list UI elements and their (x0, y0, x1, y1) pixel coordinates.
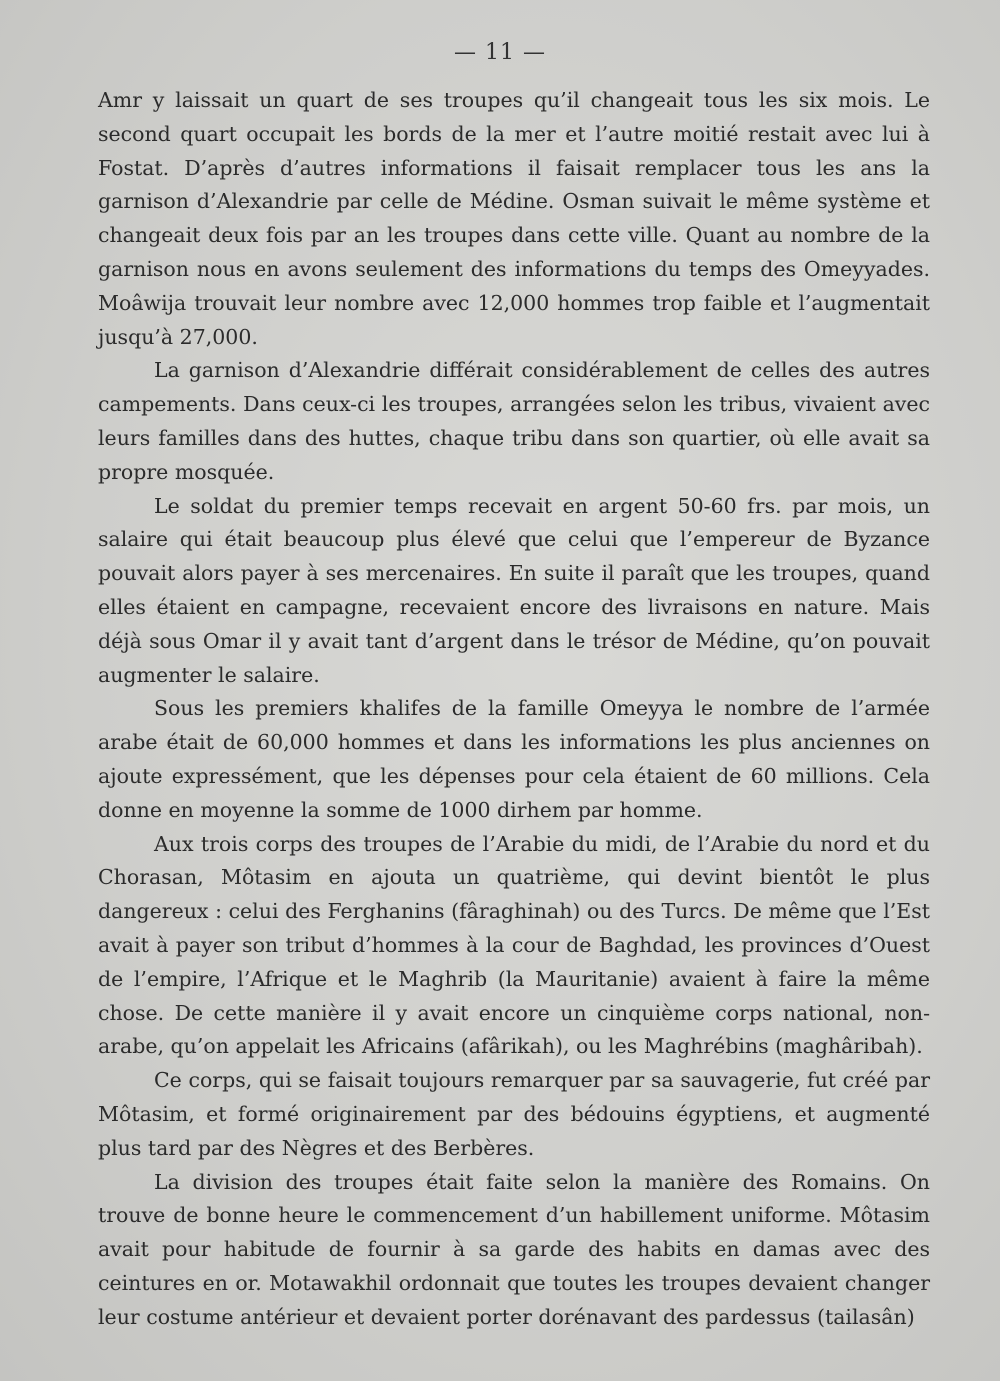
paragraph-1: Amr y laissait un quart de ses troupes qu’il changeait tous les six mois. Le second quart occupait les bords de la mer et l’autre moitié restait avec lui à Fostat. D’après d’autres informations il faisait remplacer tous les ans la garnison d’Alexandrie par celle de Médine. Osman suivait le même système et changeait deux fois par an les troupes dans cette ville. Quant au nombre de la garnison nous en avons seulement des informations du temps des Omeyyades. Moâwija trouvait leur nombre avec 12,000 hommes trop faible et l’augmentait jusqu’à 27,000. (98, 88, 930, 349)
paragraph-2: La garnison d’Alexandrie différait considérablement de celles des autres campements. Dans ceux-ci les troupes, arrangées selon les tribus, vivaient avec leurs familles dans des huttes, chaque tribu dans son quartier, où elle avait sa propre mosquée. (98, 358, 930, 484)
page-number: — 11 — (454, 40, 546, 65)
paragraph-7: La division des troupes était faite selon la manière des Romains. On trouve de bonne heure le commencement d’un habillement uniforme. Môtasim avait pour habitude de fournir à sa garde des habits en damas avec des ceintures en or. Motawakhil ordonnait que toutes les troupes devaient changer leur costume antérieur et devaient porter dorénavant des pardessus (tailasân) (98, 1169, 930, 1329)
paragraph-3: Le soldat du premier temps recevait en argent 50-60 frs. par mois, un salaire qui était beaucoup plus élevé que celui que l’empereur de Byzance pouvait alors payer à ses mercenaires. En suite il paraît que les troupes, quand elles étaient en campagne, recevaient encore des livraisons en nature. Mais déjà sous Omar il y avait tant d’argent dans le trésor de Médine, qu’on pouvait augmenter le salaire. (98, 493, 930, 687)
paragraph-6: Ce corps, qui se faisait toujours remarquer par sa sauvagerie, fut créé par Môtasim, et formé originairement par des bédouins égyptiens, et augmenté plus tard par des Nègres et des Berbères. (98, 1068, 930, 1160)
body-text (98, 84, 930, 1334)
paragraph-5: Aux trois corps des troupes de l’Arabie du midi, de l’Arabie du nord et du Chorasan, Môtasim en ajouta un quatrième, qui devint bientôt le plus dangereux : celui des Ferghanins (fâraghinah) ou des Turcs. De même que l’Est avait à payer son tribut d’hommes à la cour de Baghdad, les provinces d’Ouest de l’empire, l’Afrique et le Maghrib (la Mauritanie) avaient à faire la même chose. De cette manière il y avait encore un cinquième corps national, non-arabe, qu’on appelait les Africains (afârikah), ou les Maghrébins (maghâribah). (98, 831, 930, 1059)
paragraph-4: Sous les premiers khalifes de la famille Omeyya le nombre de l’armée arabe était de 60,000 hommes et dans les informations les plus anciennes on ajoute expressément, que les dépenses pour cela étaient de 60 millions. Cela donne en moyenne la somme de 1000 dirhem par homme. (98, 696, 930, 822)
